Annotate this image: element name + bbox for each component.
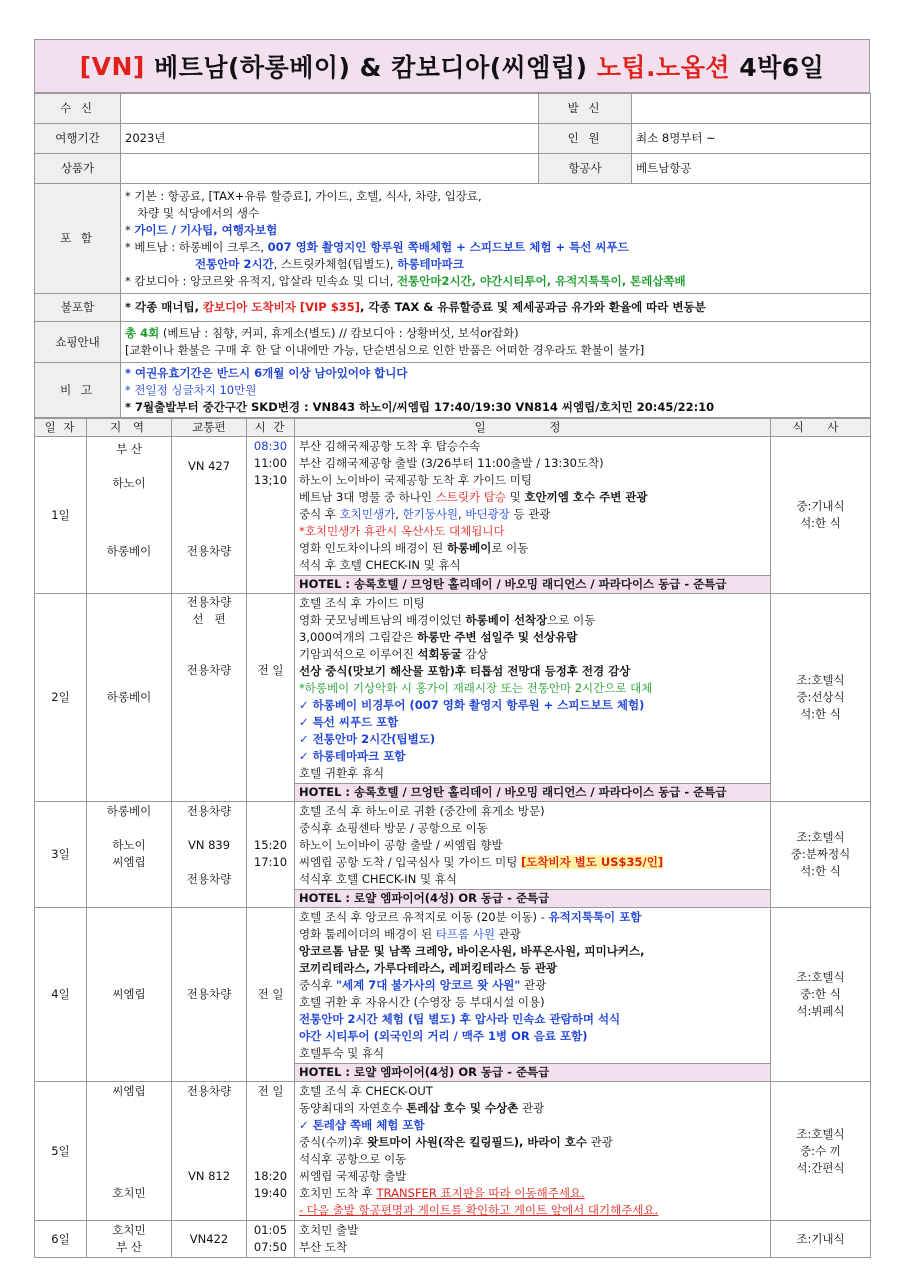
day5-transport: 전용차량 VN 812 [172, 1082, 247, 1221]
included-line: * 베트남 : 하롱베이 크루즈, 007 영화 촬영지인 항루원 쪽배체험 + 스피드보트 체험 + 특선 씨푸드 [125, 239, 629, 254]
day4-region: 씨엠립 [87, 908, 172, 1082]
included-line: 전통안마 2시간, 스트릿카체험(팁별도), 하롱테마파크 [195, 256, 464, 271]
schedule-table [34, 418, 871, 1258]
day1-meals: 중:기내식 석:한 식 [771, 437, 871, 594]
day6-transport: VN422 [172, 1221, 247, 1258]
day2-meals: 조:호텔식 중:선상식 석:한 식 [771, 594, 871, 802]
day2-time: 전 일 [247, 594, 295, 802]
included-label: 포 함 [35, 184, 121, 294]
info-table [34, 93, 871, 418]
day6-itinerary: 호치민 출발 부산 도착 [295, 1221, 771, 1258]
day-label: 2일 [35, 594, 87, 802]
day4-hotel: HOTEL : 로얄 엠파이어(4성) OR 동급 - 준특급 [295, 1064, 771, 1082]
day6-regions: 호치민 부 산 [87, 1221, 172, 1258]
day3-times: 15:20 17:10 [247, 802, 295, 908]
document-title [34, 39, 870, 93]
people-value: 최소 8명부터 ~ [632, 124, 871, 154]
airline-label: 항공사 [539, 154, 632, 184]
included-line: * 가이드 / 기사팁, 여행자보험 [125, 222, 278, 237]
day5-meals: 조:호텔식 중:수 끼 석:간편식 [771, 1082, 871, 1221]
day2-hotel: HOTEL : 송록호텔 / 므엉탄 홀리데이 / 바오밍 래디언스 / 파라다이스 동급 - 준특급 [295, 784, 771, 802]
included-line: * 기본 : 항공료, [TAX+유류 할증료], 가이드, 호텔, 식사, 차량, 입장료, [125, 188, 482, 203]
recipient-label: 수 신 [35, 94, 121, 124]
remarks-label: 비 고 [35, 363, 121, 418]
day1-times: 08:30 11:00 13;10 [247, 437, 295, 594]
day6-meals: 조:기내식 [771, 1221, 871, 1258]
product-label: 상품가 [35, 154, 121, 184]
header-transport: 교통편 [172, 419, 247, 437]
title-highlight: 노팁.노옵션 [596, 53, 730, 82]
airline-value: 베트남항공 [632, 154, 871, 184]
day1-hotel: HOTEL : 송록호텔 / 므엉탄 홀리데이 / 바오밍 래디언스 / 파라다이스 동급 - 준특급 [295, 576, 771, 594]
included-line: * 캄보디아 : 앙코르왓 유적지, 압살라 민속쇼 및 디너, 전통안마2시간, 야간시티투어, 유적지툭툭이, 톤레삽쪽배 [125, 273, 686, 288]
day-label: 4일 [35, 908, 87, 1082]
day1-transport: VN 427 전용차량 [172, 437, 247, 594]
day3-regions: 하롱베이 하노이 씨엠립 [87, 802, 172, 908]
day3-meals: 조:호텔식 중:분짜정식 석:한 식 [771, 802, 871, 908]
day-label: 3일 [35, 802, 87, 908]
shopping-label: 쇼핑안내 [35, 322, 121, 363]
title-main: 베트남(하롱베이) & 캄보디아(씨엠립) [154, 53, 588, 82]
recipient-value [121, 94, 539, 124]
day1-regions: 부 산 하노이 하롱베이 [87, 437, 172, 594]
day2-region: 하롱베이 [87, 594, 172, 802]
day3-transport: 전용차량 VN 839 전용차량 [172, 802, 247, 908]
day5-times: 전 일 18:20 19:40 [247, 1082, 295, 1221]
header-time: 시 간 [247, 419, 295, 437]
shopping-content: 총 4회 (베트남 : 침향, 커피, 휴게소(별도) // 캄보디아 : 상황버섯, 보석or잡화) [교환이나 환불은 구매 후 한 달 이내에만 가능, 단순변심으로 인한 반품은 어떠한 경우라도 환불이 불가] [121, 322, 871, 363]
day4-transport: 전용차량 [172, 908, 247, 1082]
included-content [121, 184, 871, 294]
day1-itinerary: 부산 김해국제공항 도착 후 탑승수속 부산 김해국제공항 출발 (3/26부터 11:00출발 / 13:30도착) 하노이 노이바이 국제공항 도착 후 가이드 미팅 베트남 3대 명물 중 하나인 스트릿카 탑승 및 호안끼엠 호수 주변 관광 중식 후 호치민생가, 한기둥사원, 바딘광장 등 관광 *호치민생가 휴관시 옥산사도 대체됩니다 영화 인도차이나의 배경이 된 하롱베이로 이동 석식 후 호텔 CHECK-IN 및 휴식 [295, 437, 771, 576]
title-suffix: 4박6일 [739, 53, 825, 82]
excluded-content: * 각종 매너팁, 캄보디아 도착비자 [VIP $35], 각종 TAX & 유류할증료 및 제세공과금 유가와 환율에 따라 변동분 [121, 294, 871, 322]
sender-label: 발 신 [539, 94, 632, 124]
day4-meals: 조:호텔식 중:한 식 석:뷔페식 [771, 908, 871, 1082]
period-value: 2023년 [121, 124, 539, 154]
day3-itinerary: 호텔 조식 후 하노이로 귀환 (중간에 휴게소 방문) 중식후 쇼핑센타 방문 / 공항으로 이동 하노이 노이바이 공항 출발 / 씨엠립 향발 씨엠립 공항 도착 / 입국심사 및 가이드 미팅 [도착비자 별도 US$35/인] 석식후 호텔 CHECK-IN 및 휴식 [295, 802, 771, 890]
day-label: 5일 [35, 1082, 87, 1221]
day-label: 1일 [35, 437, 87, 594]
people-label: 인 원 [539, 124, 632, 154]
included-line: 차량 및 식당에서의 생수 [137, 205, 260, 220]
product-value [121, 154, 539, 184]
day3-hotel: HOTEL : 로얄 엠파이어(4성) OR 동급 - 준특급 [295, 890, 771, 908]
header-meals: 식 사 [771, 419, 871, 437]
day5-regions: 씨엠립 호치민 [87, 1082, 172, 1221]
sender-value [632, 94, 871, 124]
excluded-label: 불포함 [35, 294, 121, 322]
itinerary-document [34, 39, 870, 1258]
day6-times: 01:05 07:50 [247, 1221, 295, 1258]
remarks-content: * 여권유효기간은 반드시 6개월 이상 남아있어야 합니다 * 전일정 싱글차지 10만원 * 7월출발부터 중간구간 SKD변경 : VN843 하노이/씨엠립 17:40/19:30 VN814 씨엠립/호치민 20:45/22:10 [121, 363, 871, 418]
period-label: 여행기간 [35, 124, 121, 154]
day4-time: 전 일 [247, 908, 295, 1082]
day2-transport: 전용차량 선 편 전용차량 [172, 594, 247, 802]
header-itinerary: 일 정 [295, 419, 771, 437]
day4-itinerary: 호텔 조식 후 앙코르 유적지로 이동 (20분 이동) - 유적지툭툭이 포함 영화 툼레이더의 배경이 된 타프롬 사원 관광 앙코르톰 남문 및 남쪽 크레앙, 바이온사원, 바푸온사원, 피미나커스, 코끼리테라스, 가루다테라스, 레퍼킹테라스 등 관광 중식후 "세계 7대 불가사의 앙코르 왓 사원" 관광 호텔 귀환 후 자유시간 (수영장 등 부대시설 이용) 전통안마 2시간 체험 (팁 별도) 후 압사라 민속쇼 관람하며 석식 야간 시티투어 (외국인의 거리 / 맥주 1병 OR 음료 포함) 호텔투숙 및 휴식 [295, 908, 771, 1064]
header-region: 지 역 [87, 419, 172, 437]
day-label: 6일 [35, 1221, 87, 1258]
title-prefix: [VN] [79, 51, 145, 81]
day5-itinerary: 호텔 조식 후 CHECK-OUT 동양최대의 자연호수 톤레삽 호수 및 수상촌 관광 ✓ 톤레샵 쪽배 체험 포함 중식(수끼)후 왓트마이 사원(작은 킬링필드), 바라이 호수 관광 석식후 공항으로 이동 씨엠립 국제공항 출발 호치민 도착 후 TRANSFER 표지판을 따라 이동해주세요. - 다음 출발 항공편명과 게이트를 확인하고 게이트 앞에서 대기해주세요. [295, 1082, 771, 1221]
header-day: 일 자 [35, 419, 87, 437]
day2-itinerary: 호텔 조식 후 가이드 미팅 영화 굿모닝베트남의 배경이었던 하롱베이 선착장으로 이동 3,000여개의 그림같은 하롱만 주변 섬일주 및 선상유람 기암괴석으로 이루어진 석회동굴 감상 선상 중식(맛보기 해산물 포함)후 티톱섬 전망대 등정후 전경 감상 *하롱베이 기상악화 시 홍가이 재래시장 또는 전통안마 2시간으로 대체 ✓ 하롱베이 비경투어 (007 영화 촬영지 항루원 + 스피드보트 체험) ✓ 특선 씨푸드 포함 ✓ 전통안마 2시간(팁별도) ✓ 하롱테마파크 포함 호텔 귀환후 휴식 [295, 594, 771, 784]
